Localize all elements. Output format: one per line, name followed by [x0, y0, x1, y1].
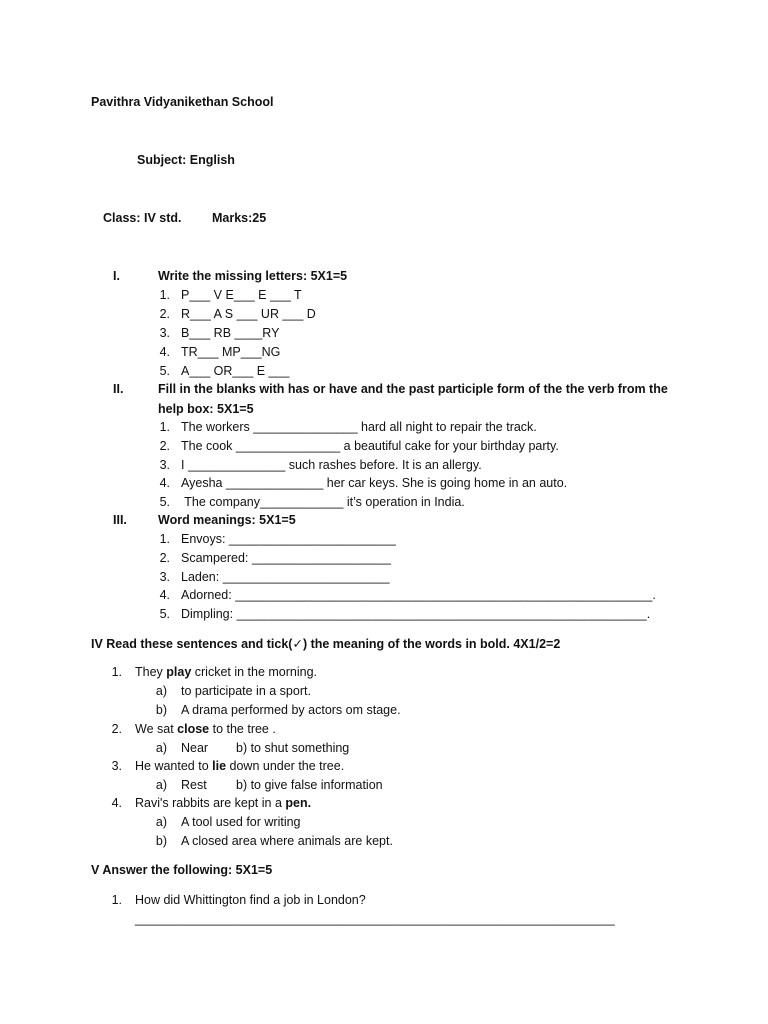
- list-number: 3.: [159, 326, 170, 340]
- list-number: 3.: [159, 570, 170, 584]
- option-a: Near: [181, 741, 209, 755]
- list-item: Dimpling: ___________________________________________________________.: [181, 607, 651, 621]
- list-number: 1.: [111, 893, 122, 907]
- section-2-title-cont: help box: 5X1=5: [158, 402, 254, 416]
- list-item: Laden: ________________________: [181, 570, 390, 584]
- list-item: The company____________ it’s operation in India.: [181, 495, 465, 509]
- list-number: 5.: [159, 364, 170, 378]
- list-number: 4.: [159, 345, 170, 359]
- option-b: b) to shut something: [236, 741, 350, 755]
- class-line: Class: IV std.: [103, 211, 182, 225]
- option-label-b: b): [155, 703, 167, 717]
- section-2-title: Fill in the blanks with has or have and the past participle form of the the verb from the: [158, 382, 668, 396]
- option-label-b: b): [155, 834, 167, 848]
- list-item: The workers _______________ hard all night to repair the track.: [181, 420, 537, 434]
- section-1-title: Write the missing letters: 5X1=5: [158, 269, 348, 283]
- subject-line: Subject: English: [137, 153, 235, 167]
- option-b: A drama performed by actors om stage.: [181, 703, 401, 717]
- option-label-a: a): [155, 778, 167, 792]
- option-a: A tool used for writing: [181, 815, 301, 829]
- option-label-a: a): [155, 741, 167, 755]
- list-item: Ayesha ______________ her car keys. She is going home in an auto.: [181, 476, 568, 490]
- list-item: Envoys: ________________________: [181, 532, 396, 546]
- list-number: 4.: [159, 476, 170, 490]
- option-label-a: a): [155, 815, 167, 829]
- section-1-numeral: I.: [113, 269, 120, 283]
- list-number: 5.: [159, 495, 170, 509]
- section-4-title: IV Read these sentences and tick(✓) the meaning of the words in bold. 4X1/2=2: [91, 637, 561, 651]
- list-number: 2.: [159, 551, 170, 565]
- marks-line: Marks:25: [212, 211, 267, 225]
- question-2: We sat close to the tree .: [135, 722, 276, 736]
- option-label-a: a): [155, 684, 167, 698]
- list-item: Adorned: ____________________________________________________________.: [181, 588, 656, 602]
- list-number: 1.: [111, 665, 122, 679]
- option-a: Rest: [181, 778, 207, 792]
- list-number: 2.: [111, 722, 122, 736]
- list-number: 1.: [159, 288, 170, 302]
- option-a: to participate in a sport.: [181, 684, 311, 698]
- section-3-numeral: III.: [113, 513, 127, 527]
- list-item: P___ V E___ E ___ T: [181, 288, 302, 302]
- list-number: 3.: [159, 458, 170, 472]
- list-number: 5.: [159, 607, 170, 621]
- school-name: Pavithra Vidyanikethan School: [91, 95, 274, 109]
- list-item: Scampered: ____________________: [181, 551, 391, 565]
- question-4: Ravi's rabbits are kept in a pen.: [135, 796, 312, 810]
- list-item: R___ A S ___ UR ___ D: [181, 307, 316, 321]
- list-number: 2.: [159, 439, 170, 453]
- option-b: b) to give false information: [236, 778, 383, 792]
- answer-line: _____________________________________________________________________: [135, 912, 615, 926]
- list-number: 4.: [111, 796, 122, 810]
- list-number: 2.: [159, 307, 170, 321]
- list-number: 1.: [159, 420, 170, 434]
- list-item: The cook _______________ a beautiful cake for your birthday party.: [181, 439, 559, 453]
- section-2-numeral: II.: [113, 382, 124, 396]
- section-5-title: V Answer the following: 5X1=5: [91, 863, 273, 877]
- list-number: 4.: [159, 588, 170, 602]
- question-3: He wanted to lie down under the tree.: [135, 759, 345, 773]
- list-number: 1.: [159, 532, 170, 546]
- question-1: They play cricket in the morning.: [135, 665, 318, 679]
- list-item: A___ OR___ E ___: [181, 364, 290, 378]
- list-item: TR___ MP___NG: [181, 345, 281, 359]
- question-text: How did Whittington find a job in London?: [135, 893, 366, 907]
- list-item: I ______________ such rashes before. It is an allergy.: [181, 458, 482, 472]
- list-number: 3.: [111, 759, 122, 773]
- option-b: A closed area where animals are kept.: [181, 834, 393, 848]
- list-item: B___ RB ____RY: [181, 326, 280, 340]
- section-3-title: Word meanings: 5X1=5: [158, 513, 296, 527]
